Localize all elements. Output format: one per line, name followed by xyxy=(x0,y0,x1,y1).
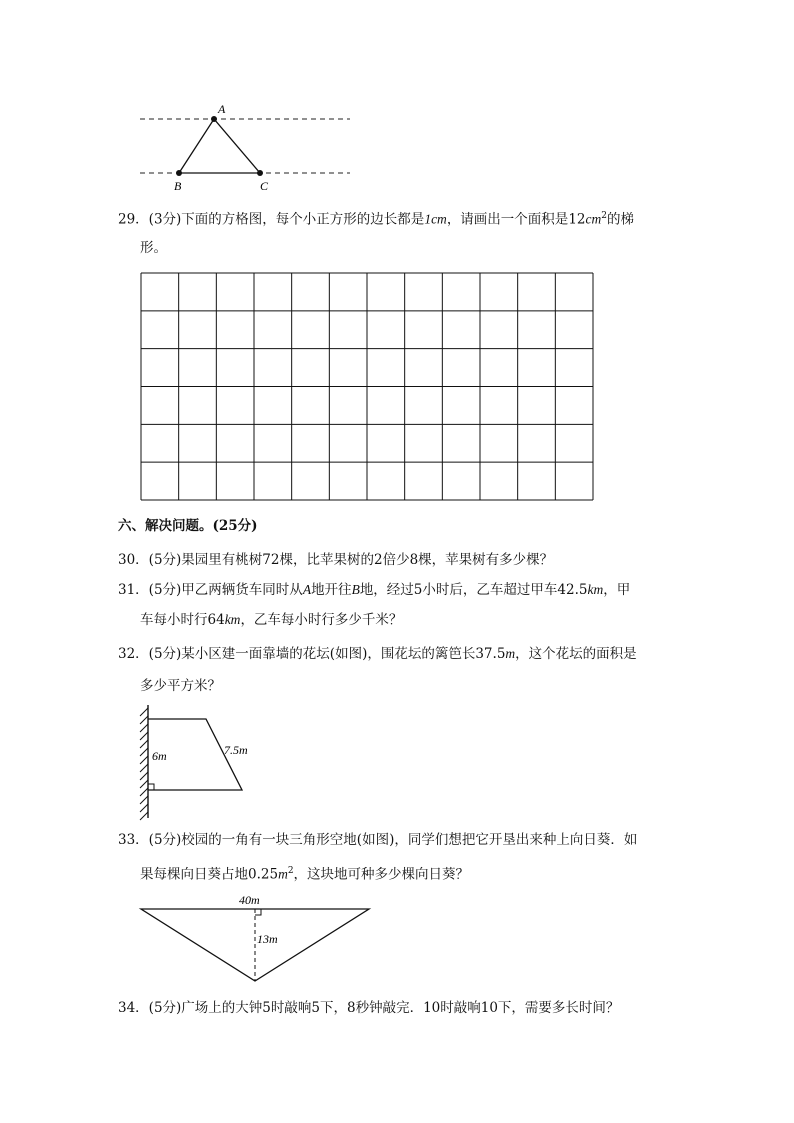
label-a: A xyxy=(218,102,226,116)
base-label: 40m xyxy=(239,893,260,907)
triangle-plot-figure xyxy=(135,888,375,988)
flower-bed-figure xyxy=(132,700,272,825)
question-33: 33．(5分)校园的一角有一块三角形空地(如图)，同学们想把它开垦出来种上向日葵．如 xyxy=(118,832,638,848)
question-29: 29．(3分)下面的方格图，每个小正方形的边长都是1cm，请画出一个面积是$12cm^2$的梯 xyxy=(118,211,634,228)
question-29-line2: 形。 xyxy=(140,240,167,256)
point-c xyxy=(257,170,263,176)
square-grid[interactable] xyxy=(140,272,595,502)
wall-hatching xyxy=(140,708,148,820)
triangle-figure xyxy=(130,100,360,195)
right-angle-mark xyxy=(148,784,154,790)
point-a xyxy=(211,116,217,122)
height-label: 13m xyxy=(257,932,278,946)
label-b: B xyxy=(174,179,182,193)
question-31: 31．(5分)甲乙两辆货车同时从A地开往B地，经过5小时后，乙车超过甲车42.5km，甲 xyxy=(118,582,631,598)
question-32: 32．(5分)某小区建一面靠墙的花坛(如图)，围花坛的篱笆长37.5m，这个花坛的面积是 xyxy=(118,646,637,662)
question-33-line2: 果每棵向日葵占地$0.25m^2$，这块地可种多少棵向日葵？ xyxy=(140,866,470,883)
question-31-line2: 车每小时行64km，乙车每小时行多少千米？ xyxy=(140,612,403,628)
right-angle-mark xyxy=(255,909,261,915)
label-c: C xyxy=(260,179,269,193)
question-32-line2: 多少平方米？ xyxy=(140,678,221,694)
slant-label: 7.5m xyxy=(224,743,248,757)
section-6-title: 六、解决问题。(25分) xyxy=(118,518,258,534)
question-34: 34．(5分)广场上的大钟5时敲响5下，8秒钟敲完．10时敲响10下，需要多长时间？ xyxy=(118,1000,620,1016)
question-30: 30．(5分)果园里有桃树72棵，比苹果树的2倍少8棵，苹果树有多少棵？ xyxy=(118,552,554,568)
height-label: 6m xyxy=(152,749,167,763)
triangle-abc xyxy=(179,119,260,173)
point-b xyxy=(176,170,182,176)
